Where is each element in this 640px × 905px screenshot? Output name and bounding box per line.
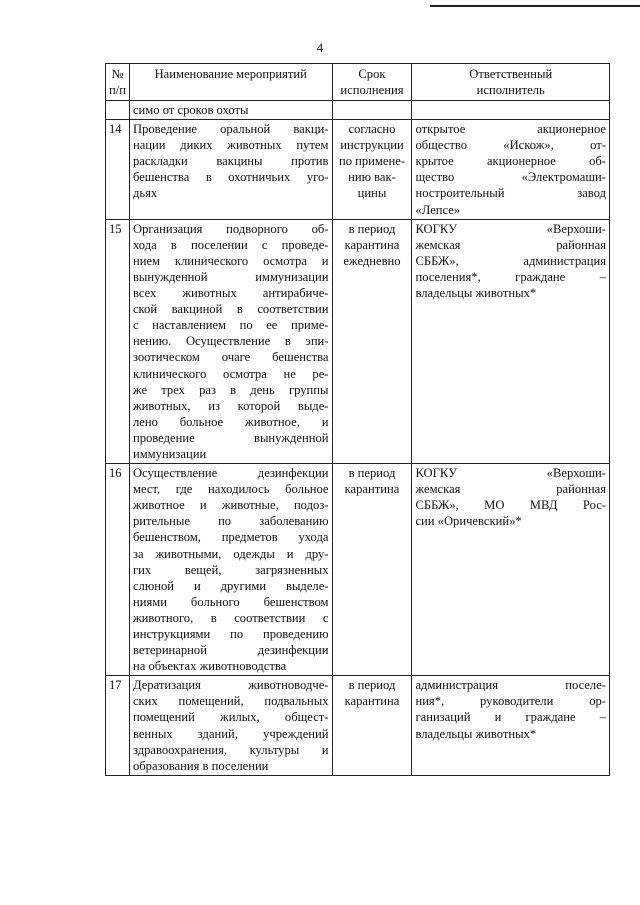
cell-name-line: животных, из которой выде- <box>132 398 329 413</box>
cell-resp-line: открытое акционерное <box>415 122 606 137</box>
cell-term <box>332 219 412 463</box>
cell-name <box>129 676 332 776</box>
cell-name-line: дьях <box>132 186 158 201</box>
cell-name <box>129 464 332 676</box>
cell-name-line: Дератизация животноводче- <box>132 678 329 693</box>
cell-name-line: нием клинического осмотра и <box>132 253 329 268</box>
cell-resp-line: КОГКУ «Верхоши- <box>415 466 606 481</box>
cell-name-line: нению. Осуществление в эпи- <box>132 334 329 349</box>
cell-resp <box>412 676 610 776</box>
cell-term-line: в период <box>348 466 396 481</box>
cell-resp-line: владельцы животных* <box>415 726 537 741</box>
cell-name-line: раскладки вакцины против <box>132 154 329 169</box>
cell-resp-line: поселения*, граждане – <box>415 269 606 284</box>
cell-name-line: животное и животные, подоз- <box>132 498 329 513</box>
cell-name-line: гих вещей, загрязненных <box>132 562 329 577</box>
cell-name: симо от сроков охоты <box>129 101 332 120</box>
cell-name-line: вынужденной иммунизации <box>132 269 329 284</box>
cell-name-line: лено больное животное, и <box>132 414 329 429</box>
cell-name-line: ской вакциной в соответствии <box>132 302 329 317</box>
cell-term-line: по примене- <box>338 154 405 169</box>
cell-num: 16 <box>106 464 130 676</box>
cell-name-line: хода в поселении с проведе- <box>132 237 329 252</box>
cell-name-line: нации диких животных путем <box>132 138 329 153</box>
cell-name-line: образования в поселении <box>132 758 269 773</box>
cell-num: 15 <box>106 219 130 463</box>
table-row <box>106 464 610 676</box>
cell-term-line: карантина <box>344 237 400 252</box>
cell-name-line: инструкциями по проведению <box>132 627 329 641</box>
header-name-text: Наименование мероприятий <box>154 67 307 81</box>
cell-name-line: всех животных антирабиче- <box>132 286 329 301</box>
cell-name <box>129 120 332 220</box>
cell-resp-line: «Лепсе» <box>415 202 461 217</box>
table-row <box>106 676 610 776</box>
cell-resp-line: крытое акционерное об- <box>415 154 606 169</box>
cell-resp <box>412 219 610 463</box>
measures-table <box>105 63 610 776</box>
cell-term <box>332 676 412 776</box>
cell-name-line: венных зданий, учреждений <box>132 726 329 741</box>
cell-term-line: согласно <box>348 122 396 137</box>
cell-resp-line: владельцы животных* <box>415 286 537 301</box>
cell-name-line: клинического осмотра не ре- <box>132 366 329 381</box>
cell-name-line: здравоохранения, культуры и <box>132 742 329 757</box>
table-header-row <box>106 64 610 101</box>
header-resp <box>412 64 610 101</box>
cell-resp-line: сии «Оричевский»* <box>415 514 522 529</box>
header-name <box>129 64 332 101</box>
cell-name-line: ветеринарной дезинфекции <box>132 643 329 658</box>
cell-name-line: рительные по заболеванию <box>132 514 329 529</box>
cell-name-line: с наставлением по ее приме- <box>132 318 329 333</box>
cell-resp-line: СББЖ», администрация <box>415 253 606 268</box>
header-term <box>332 64 412 101</box>
cell-resp <box>412 464 610 676</box>
top-rule <box>430 5 640 7</box>
cell-resp-line: ния*, руководители ор- <box>415 694 606 709</box>
cell-term <box>332 120 412 220</box>
header-resp-line: Ответственный <box>469 67 553 81</box>
cell-resp <box>412 101 610 120</box>
cell-term-line: ежедневно <box>343 253 401 268</box>
cell-resp <box>412 120 610 220</box>
cell-resp-line: КОГКУ «Верхоши- <box>415 221 606 236</box>
cell-name-line: ниями больного бешенством <box>132 594 329 609</box>
header-num-line: п/п <box>109 83 126 97</box>
cell-name-line: помещений жилых, общест- <box>132 710 329 725</box>
cell-name-line: бешенства в охотничьих уго- <box>132 170 329 185</box>
cell-resp-line: СББЖ», МО МВД Рос- <box>415 498 606 513</box>
cell-term <box>332 101 412 120</box>
cell-name-line: на объектах животноводства <box>132 659 287 674</box>
cell-name-line: животного, в соответствии с <box>132 610 329 625</box>
cell-term-line: инструкции <box>340 138 404 153</box>
cell-term-line: карантина <box>344 694 400 709</box>
continuation-row <box>106 101 610 120</box>
cell-name-line: Организация подворного об- <box>132 221 329 236</box>
cell-term <box>332 464 412 676</box>
cell-term-line: в период <box>348 678 396 693</box>
cell-name-line: же трех раз в день группы <box>132 382 329 397</box>
cell-resp-line: ганизаций и граждане – <box>415 710 606 725</box>
cell-resp-line: жемская районная <box>415 237 606 252</box>
cell-name-line: слюной и другими выделе- <box>132 578 329 593</box>
cell-name-line: проведение вынужденной <box>132 430 329 445</box>
cell-term-line: в период <box>348 221 396 236</box>
cell-num: 17 <box>106 676 130 776</box>
header-term-line: исполнения <box>340 83 404 97</box>
cell-name-line: Проведение оральной вакци- <box>132 122 329 137</box>
cell-name-line: ских помещений, подвальных <box>132 694 329 709</box>
cell-num <box>106 101 130 120</box>
cell-name-line: за животными, одежды и дру- <box>132 546 329 561</box>
table-row <box>106 219 610 463</box>
header-term-line: Срок <box>358 67 386 81</box>
header-num-line: № <box>111 67 124 81</box>
cell-resp-line: ностроительный завод <box>415 186 606 201</box>
table-row <box>106 120 610 220</box>
header-num <box>106 64 130 101</box>
cell-name-line: иммунизации <box>132 446 207 461</box>
cell-name-line: мест, где находилось больное <box>132 482 329 497</box>
cell-term-line: нию вак- <box>348 170 396 185</box>
cell-name-line: Осуществление дезинфекции <box>132 466 329 481</box>
cell-name-line: зоотическом очаге бешенства <box>132 350 329 365</box>
cell-name-line: бешенством, предметов ухода <box>132 530 329 545</box>
cell-term-line: карантина <box>344 482 400 497</box>
cell-name <box>129 219 332 463</box>
cell-resp-line: жемская районная <box>415 482 606 497</box>
cell-term-line: цины <box>357 186 387 201</box>
cell-num: 14 <box>106 120 130 220</box>
cell-resp-line: общество «Искож», от- <box>415 138 606 153</box>
cell-resp-line: щество «Электромаши- <box>415 170 606 185</box>
page-number: 4 <box>316 40 324 55</box>
header-resp-line: исполнитель <box>476 83 545 97</box>
cell-resp-line: администрация поселе- <box>415 678 606 693</box>
